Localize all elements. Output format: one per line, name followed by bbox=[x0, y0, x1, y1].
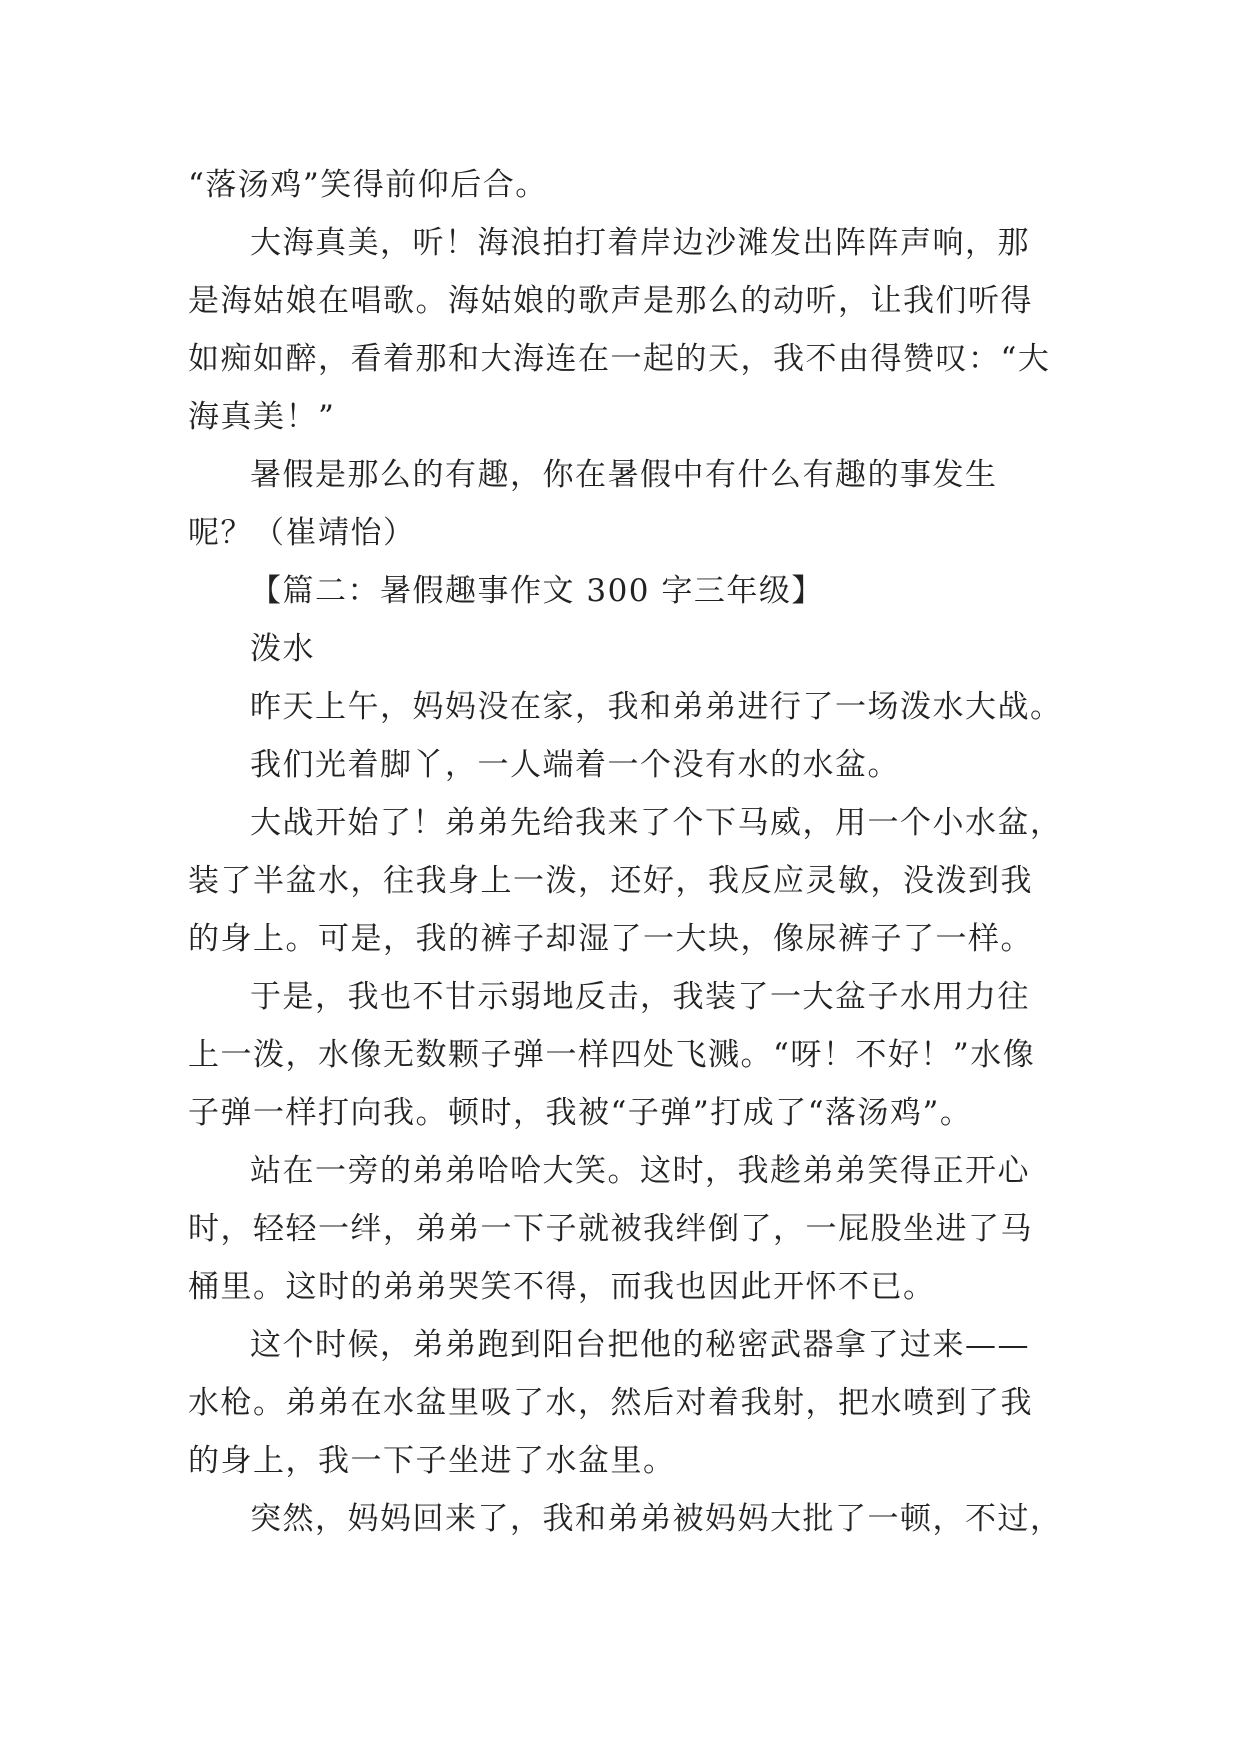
text-line: 突然，妈妈回来了，我和弟弟被妈妈大批了一顿，不过， bbox=[250, 1501, 1063, 1537]
text-line: 我们光着脚丫，一人端着一个没有水的水盆。 bbox=[250, 747, 900, 783]
text-line: 水枪。弟弟在水盆里吸了水，然后对着我射，把水喷到了我 bbox=[188, 1385, 1033, 1421]
text-line: 这个时候，弟弟跑到阳台把他的秘密武器拿了过来—— bbox=[250, 1327, 1030, 1363]
text-line: 的身上，我一下子坐进了水盆里。 bbox=[188, 1443, 676, 1479]
text-line: 站在一旁的弟弟哈哈大笑。这时，我趁弟弟笑得正开心 bbox=[250, 1153, 1030, 1189]
text-line: 暑假是那么的有趣，你在暑假中有什么有趣的事发生 bbox=[250, 457, 998, 493]
text-line: 昨天上午，妈妈没在家，我和弟弟进行了一场泼水大战。 bbox=[250, 689, 1063, 725]
text-line: 大海真美，听！海浪拍打着岸边沙滩发出阵阵声响，那 bbox=[250, 225, 1030, 261]
text-line: 时，轻轻一绊，弟弟一下子就被我绊倒了，一屁股坐进了马 bbox=[188, 1211, 1033, 1247]
text-line: 的身上。可是，我的裤子却湿了一大块，像尿裤子了一样。 bbox=[188, 921, 1033, 957]
text-line: 大战开始了！弟弟先给我来了个下马威，用一个小水盆， bbox=[250, 805, 1063, 841]
body-text bbox=[188, 156, 1063, 1548]
text-line: 海真美！” bbox=[188, 399, 336, 435]
essay-title: 泼水 bbox=[250, 631, 315, 667]
text-line: 装了半盆水，往我身上一泼，还好，我反应灵敏，没泼到我 bbox=[188, 863, 1033, 899]
text-line: 是海姑娘在唱歌。海姑娘的歌声是那么的动听，让我们听得 bbox=[188, 283, 1033, 319]
text-line: 桶里。这时的弟弟哭笑不得，而我也因此开怀不已。 bbox=[188, 1269, 936, 1305]
text-line: 如痴如醉，看着那和大海连在一起的天，我不由得赞叹：“大 bbox=[188, 341, 1051, 377]
section-heading: 【篇二：暑假趣事作文 300 字三年级】 bbox=[250, 573, 824, 609]
text-line: 呢？（崔靖怡） bbox=[188, 515, 416, 551]
text-line: “落汤鸡”笑得前仰后合。 bbox=[188, 167, 548, 203]
text-line: 于是，我也不甘示弱地反击，我装了一大盆子水用力往 bbox=[250, 979, 1030, 1015]
text-line: 上一泼，水像无数颗子弹一样四处飞溅。“呀！不好！”水像 bbox=[188, 1037, 1036, 1073]
text-line: 子弹一样打向我。顿时，我被“子弹”打成了“落汤鸡”。 bbox=[188, 1095, 973, 1131]
